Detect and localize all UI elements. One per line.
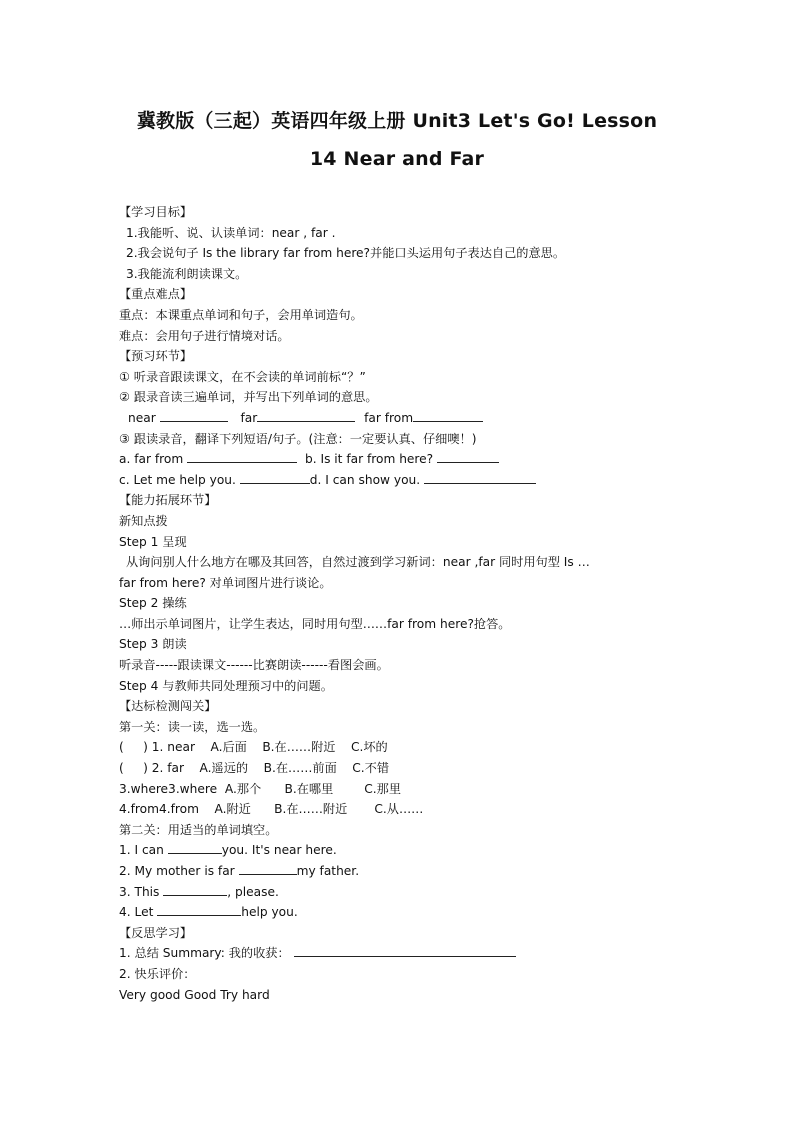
step-3-text: 听录音-----跟读课文------比赛朗读------看图会画。: [119, 658, 389, 673]
section-header-goals: 【学习目标】: [119, 205, 193, 219]
summary-row: [119, 943, 699, 964]
fill-1-suffix: you. It's near here.: [221, 843, 337, 858]
translate-b: b. Is it far from here?: [304, 452, 434, 467]
goal-1: 1.我能听、说、认读单词：near , far .: [126, 225, 336, 240]
fill-3-prefix: 3. This: [119, 884, 160, 899]
word-meaning-row: [119, 408, 699, 429]
blank-translate-b: [437, 449, 499, 463]
translate-row-2: [119, 470, 699, 491]
preview-step-2: ② 跟录音读三遍单词，并写出下列单词的意思。: [119, 390, 378, 405]
fill-1-prefix: 1. I can: [119, 843, 164, 858]
step-1-heading: Step 1 呈现: [119, 534, 187, 549]
question-3: 3.where3.where A.那个 B.在哪里 C.那里: [119, 781, 402, 796]
fill-1: [119, 840, 699, 861]
translate-d: d. I can show you.: [309, 472, 421, 487]
level-2-heading: 第二关：用适当的单词填空。: [119, 822, 278, 837]
key-point: 重点：本课重点单词和句子，会用单词造句。: [119, 307, 363, 322]
section-header-key-points: 【重点难点】: [119, 287, 193, 302]
translate-c: c. Let me help you.: [119, 472, 236, 487]
section-header-extension: 【能力拓展环节】: [119, 493, 217, 508]
blank-summary: [294, 943, 516, 957]
difficulty: 难点：会用句子进行情境对话。: [119, 328, 290, 343]
preview-step-1: ① 听录音跟读课文，在不会读的单词前标“？”: [119, 369, 366, 384]
question-4: 4.from4.from A.附近 B.在……附近 C.从……: [119, 802, 424, 817]
blank-translate-c: [240, 470, 310, 484]
document-title-line-2: 14 Near and Far: [309, 148, 485, 170]
goal-2: 2.我会说句子 Is the library far from here?并能口头运用句子表达自己的意思。: [126, 246, 566, 261]
preview-step-3: ③ 跟读录音，翻译下列短语/句子。(注意：一定要认真、仔细噢！): [119, 431, 477, 446]
goal-3: 3.我能流利朗读课文。: [126, 266, 248, 281]
document-title-line-1: 冀教版（三起）英语四年级上册 Unit3 Let's Go! Lesson: [136, 110, 658, 132]
step-3-heading: Step 3 朗读: [119, 637, 187, 652]
step-2-text: …师出示单词图片，让学生表达，同时用句型……far from here?抢答。: [119, 616, 511, 631]
word-far: far: [240, 410, 258, 425]
blank-translate-a: [187, 449, 297, 463]
translate-a: a. far from: [119, 452, 184, 467]
question-2: ( ) 2. far A.遥远的 B.在……前面 C.不错: [119, 761, 390, 776]
question-1: ( ) 1. near A.后面 B.在……附近 C.坏的: [119, 740, 388, 755]
blank-translate-d: [424, 470, 536, 484]
level-1-heading: 第一关：读一读，选一选。: [119, 719, 266, 734]
fill-4-suffix: help you.: [241, 905, 298, 920]
section-header-test: 【达标检测闯关】: [119, 699, 217, 714]
evaluation-label: 2. 快乐评价：: [119, 966, 196, 981]
step-1-text-line-2: far from here? 对单词图片进行谈论。: [119, 575, 332, 590]
blank-far: [257, 408, 355, 422]
document-body: [119, 202, 699, 1005]
rating-options: Very good Good Try hard: [119, 987, 270, 1002]
blank-fill-3: [163, 882, 227, 896]
blank-fill-1: [168, 840, 222, 854]
blank-fill-4: [157, 902, 241, 916]
fill-4: [119, 902, 699, 923]
blank-near: [160, 408, 228, 422]
step-4-heading: Step 4 与教师共同处理预习中的问题。: [119, 678, 333, 693]
summary-label: 1. 总结 Summary: 我的收获：: [119, 946, 290, 961]
section-header-preview: 【预习环节】: [119, 349, 193, 364]
word-far-from: far from: [364, 410, 414, 425]
word-near: near: [128, 410, 156, 425]
step-2-heading: Step 2 操练: [119, 596, 187, 611]
fill-2: [119, 861, 699, 882]
section-header-reflection: 【反思学习】: [119, 925, 193, 940]
fill-4-prefix: 4. Let: [119, 905, 154, 920]
blank-fill-2: [239, 861, 297, 875]
step-1-text-line-1: 从询问别人什么地方在哪及其回答，自然过渡到学习新词：near ,far 同时用句型 Is …: [126, 555, 590, 570]
fill-2-suffix: my father.: [296, 864, 360, 878]
fill-3-suffix: , please.: [227, 884, 279, 899]
translate-row-1: [119, 449, 699, 470]
blank-far-from: [413, 408, 483, 422]
fill-2-prefix: 2. My mother is far: [119, 864, 235, 878]
new-knowledge-label: 新知点拨: [119, 513, 168, 528]
fill-3: [119, 882, 699, 903]
